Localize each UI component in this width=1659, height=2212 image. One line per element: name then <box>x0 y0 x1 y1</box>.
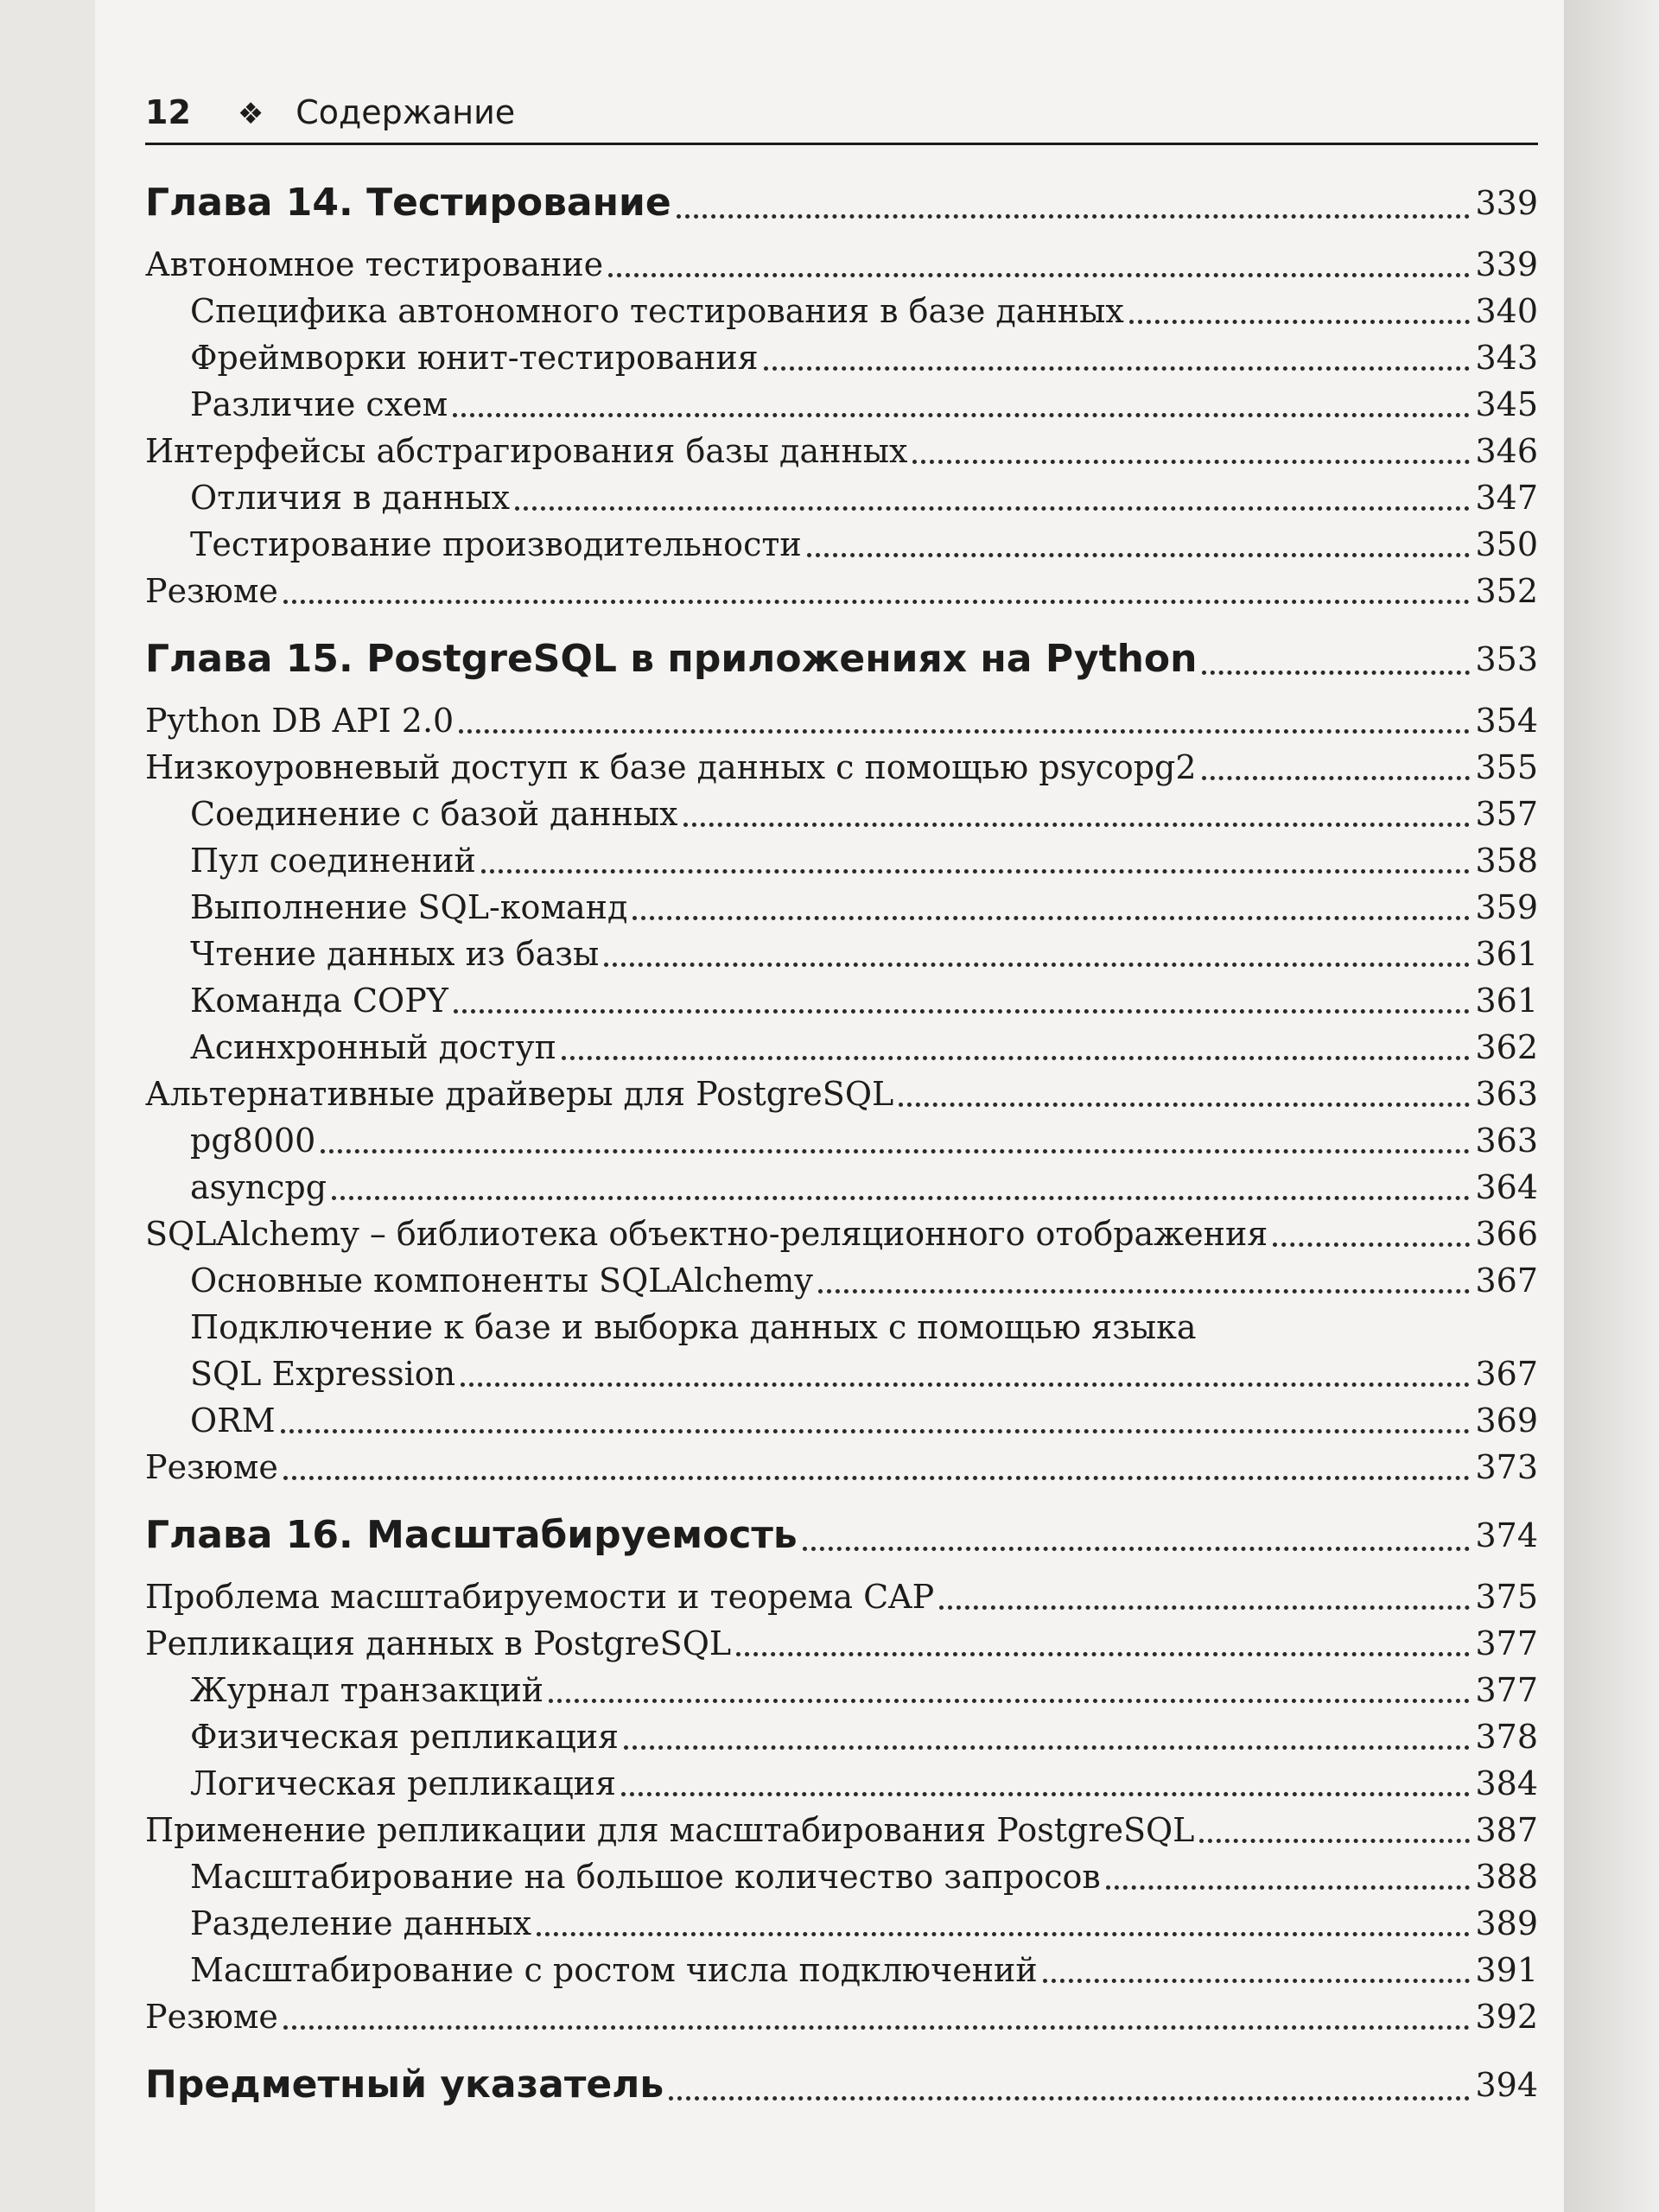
toc-entry-title: Различие схем <box>190 385 448 423</box>
toc-page-number: 364 <box>1475 1168 1538 1206</box>
toc-page-number: 363 <box>1475 1122 1538 1160</box>
toc-entry-title: Альтернативные драйверы для PostgreSQL <box>145 1075 894 1113</box>
toc-entry[interactable] <box>145 381 1538 428</box>
toc-entry[interactable] <box>145 521 1538 568</box>
toc-chapter[interactable] <box>145 177 1538 229</box>
toc-entry-title: Низкоуровневый доступ к базе данных с помощью psycopg2 <box>145 748 1197 786</box>
toc-entry[interactable] <box>145 1667 1538 1713</box>
toc-page-number: 392 <box>1475 1998 1538 2036</box>
toc-page-number: 357 <box>1475 795 1538 833</box>
toc-entry-title: Выполнение SQL-команд <box>190 888 628 926</box>
toc-page-number: 352 <box>1475 572 1538 610</box>
toc-entry-title: Резюме <box>145 572 278 610</box>
toc-page-number: 361 <box>1475 982 1538 1020</box>
toc-entry[interactable] <box>145 1304 1538 1351</box>
toc-page-number: 387 <box>1475 1811 1538 1849</box>
dot-leader <box>764 366 1471 371</box>
toc-entry[interactable] <box>145 334 1538 381</box>
toc-entry-title: Тестирование производительности <box>190 525 802 563</box>
toc-entry[interactable] <box>145 1853 1538 1900</box>
chapter-spacer <box>145 229 1538 241</box>
dot-leader <box>807 553 1471 557</box>
toc-chapter[interactable] <box>145 633 1538 685</box>
toc-page-number: 384 <box>1475 1764 1538 1802</box>
dot-leader <box>454 1009 1471 1014</box>
dot-leader <box>515 506 1470 511</box>
toc-entry[interactable] <box>145 1024 1538 1071</box>
dot-leader <box>677 214 1471 219</box>
toc-entry-title: Глава 15. PostgreSQL в приложениях на Python <box>145 637 1198 681</box>
toc-entry-title: Резюме <box>145 1998 278 2036</box>
dot-leader <box>481 869 1471 874</box>
toc-entry[interactable] <box>145 1760 1538 1807</box>
toc-entry-title: Отличия в данных <box>190 479 510 517</box>
dot-leader <box>1106 1885 1471 1890</box>
toc-chapter[interactable] <box>145 2059 1538 2111</box>
toc-entry-title: Журнал транзакций <box>190 1671 544 1709</box>
dot-leader <box>818 1289 1471 1294</box>
dot-leader <box>1273 1243 1470 1247</box>
dot-leader <box>283 1476 1471 1480</box>
toc-entry-title: Подключение к базе и выборка данных с помощью языка <box>190 1308 1197 1346</box>
page-number: 12 <box>145 93 191 131</box>
toc-page-number: 369 <box>1475 1402 1538 1440</box>
toc-page-number: 355 <box>1475 748 1538 786</box>
toc-page-number: 353 <box>1475 640 1538 678</box>
toc-entry-title: Резюме <box>145 1448 278 1486</box>
toc-entry[interactable] <box>145 1164 1538 1211</box>
toc-entry-title: Разделение данных <box>190 1904 532 1942</box>
dot-leader <box>461 1382 1470 1387</box>
toc-entry-title: Репликация данных в PostgreSQL <box>145 1624 732 1662</box>
toc-entry[interactable] <box>145 1351 1538 1397</box>
toc-entry-title: Пул соединений <box>190 842 476 880</box>
toc-entry-title: Логическая репликация <box>190 1764 616 1802</box>
toc-page-number: 359 <box>1475 888 1538 926</box>
toc-page-number: 354 <box>1475 702 1538 740</box>
dot-leader <box>549 1699 1470 1703</box>
toc-page-number: 339 <box>1475 184 1538 222</box>
dot-leader <box>1202 671 1470 675</box>
toc-entry-title: Соединение с базой данных <box>190 795 678 833</box>
dot-leader <box>283 2025 1471 2030</box>
toc-page-number: 361 <box>1475 935 1538 973</box>
toc-page-number: 394 <box>1475 2066 1538 2104</box>
toc-page-number: 374 <box>1475 1516 1538 1554</box>
dot-leader <box>1043 1979 1471 1983</box>
dot-leader <box>453 413 1470 417</box>
toc-page-number: 345 <box>1475 385 1538 423</box>
dot-leader <box>537 1932 1470 1936</box>
dot-leader <box>283 600 1471 604</box>
table-of-contents <box>145 177 1538 2123</box>
toc-entry-title: Интерфейсы абстрагирования базы данных <box>145 432 908 470</box>
toc-entry[interactable] <box>145 1397 1538 1444</box>
toc-entry[interactable] <box>145 931 1538 977</box>
chapter-spacer <box>145 685 1538 697</box>
toc-entry[interactable] <box>145 1620 1538 1667</box>
toc-entry-title: Глава 16. Масштабируемость <box>145 1513 798 1557</box>
toc-entry-title: SQL Expression <box>190 1355 456 1393</box>
toc-page-number: 377 <box>1475 1671 1538 1709</box>
toc-entry[interactable] <box>145 697 1538 744</box>
page-edge <box>1564 0 1659 2212</box>
toc-page-number: 378 <box>1475 1718 1538 1756</box>
dot-leader <box>1202 776 1471 780</box>
toc-entry-title: asyncpg <box>190 1168 327 1206</box>
toc-page-number: 362 <box>1475 1028 1538 1066</box>
toc-page-number: 375 <box>1475 1578 1538 1616</box>
fleuron-icon: ❖ <box>237 97 264 131</box>
toc-page-number: 367 <box>1475 1262 1538 1300</box>
toc-page-number: 377 <box>1475 1624 1538 1662</box>
toc-entry[interactable] <box>145 428 1538 474</box>
chapter-gap <box>145 2040 1538 2059</box>
dot-leader <box>624 1745 1470 1750</box>
running-header <box>145 82 1538 145</box>
dot-leader <box>669 2096 1470 2101</box>
toc-entry-title: Предметный указатель <box>145 2063 664 2107</box>
toc-entry-title: pg8000 <box>190 1122 316 1160</box>
toc-entry-title: Глава 14. Тестирование <box>145 181 671 225</box>
toc-page-number: 347 <box>1475 479 1538 517</box>
toc-page-number: 373 <box>1475 1448 1538 1486</box>
toc-entry[interactable] <box>145 474 1538 521</box>
toc-entry[interactable] <box>145 241 1538 288</box>
toc-entry[interactable] <box>145 791 1538 837</box>
toc-page-number: 367 <box>1475 1355 1538 1393</box>
toc-page-number: 388 <box>1475 1858 1538 1896</box>
toc-page-number: 340 <box>1475 292 1538 330</box>
toc-entry-title: Чтение данных из базы <box>190 935 600 973</box>
dot-leader <box>1129 320 1471 324</box>
dot-leader <box>459 729 1470 734</box>
toc-entry[interactable] <box>145 1117 1538 1164</box>
toc-entry-title: Специфика автономного тестирования в базе данных <box>190 292 1124 330</box>
toc-page-number: 389 <box>1475 1904 1538 1942</box>
toc-page-number: 350 <box>1475 525 1538 563</box>
dot-leader <box>321 1149 1470 1154</box>
chapter-spacer <box>145 1561 1538 1573</box>
dot-leader <box>939 1605 1470 1610</box>
toc-entry[interactable] <box>145 1900 1538 1947</box>
dot-leader <box>621 1792 1471 1796</box>
dot-leader <box>281 1429 1471 1433</box>
header-title: Содержание <box>296 93 516 131</box>
toc-entry-title: Автономное тестирование <box>145 245 604 283</box>
toc-entry[interactable] <box>145 1713 1538 1760</box>
dot-leader <box>803 1547 1471 1551</box>
dot-leader <box>562 1056 1471 1060</box>
toc-page-number: 391 <box>1475 1951 1538 1989</box>
toc-entry[interactable] <box>145 837 1538 884</box>
toc-entry-title: Фреймворки юнит-тестирования <box>190 339 759 377</box>
toc-entry[interactable] <box>145 744 1538 791</box>
toc-page-number: 363 <box>1475 1075 1538 1113</box>
toc-page-number: 358 <box>1475 842 1538 880</box>
chapter-gap <box>145 1491 1538 1510</box>
dot-leader <box>912 460 1470 464</box>
toc-entry[interactable] <box>145 1993 1538 2040</box>
toc-page-number: 339 <box>1475 245 1538 283</box>
toc-entry[interactable] <box>145 288 1538 334</box>
dot-leader <box>1199 1839 1470 1843</box>
dot-leader <box>608 273 1470 277</box>
toc-page-number: 366 <box>1475 1215 1538 1253</box>
dot-leader <box>736 1652 1470 1656</box>
toc-entry-title: Проблема масштабируемости и теорема CAP <box>145 1578 935 1616</box>
toc-entry[interactable] <box>145 884 1538 931</box>
toc-entry-title: SQLAlchemy – библиотека объектно-реляционного отображения <box>145 1215 1268 1253</box>
toc-entry-title: Асинхронный доступ <box>190 1028 556 1066</box>
toc-page-number: 343 <box>1475 339 1538 377</box>
dot-leader <box>899 1103 1470 1107</box>
chapter-gap <box>145 614 1538 633</box>
dot-leader <box>683 823 1471 827</box>
toc-entry[interactable] <box>145 1444 1538 1491</box>
toc-entry[interactable] <box>145 568 1538 614</box>
toc-entry[interactable] <box>145 1071 1538 1117</box>
toc-entry-title: Применение репликации для масштабирования PostgreSQL <box>145 1811 1195 1849</box>
toc-entry-title: Масштабирование с ростом числа подключений <box>190 1951 1038 1989</box>
toc-entry-title: Физическая репликация <box>190 1718 620 1756</box>
toc-page-number: 346 <box>1475 432 1538 470</box>
toc-entry-title: Python DB API 2.0 <box>145 702 454 740</box>
toc-entry-title: ORM <box>190 1402 276 1440</box>
toc-chapter[interactable] <box>145 1510 1538 1561</box>
dot-leader <box>332 1196 1470 1200</box>
chapter-spacer <box>145 2111 1538 2123</box>
toc-entry[interactable] <box>145 1807 1538 1853</box>
toc-entry-title: Команда COPY <box>190 982 448 1020</box>
toc-entry[interactable] <box>145 1947 1538 1993</box>
toc-entry[interactable] <box>145 1211 1538 1257</box>
toc-entry-title: Основные компоненты SQLAlchemy <box>190 1262 813 1300</box>
toc-entry[interactable] <box>145 1257 1538 1304</box>
toc-entry-title: Масштабирование на большое количество запросов <box>190 1858 1101 1896</box>
toc-entry[interactable] <box>145 977 1538 1024</box>
dot-leader <box>632 916 1470 920</box>
toc-entry[interactable] <box>145 1573 1538 1620</box>
dot-leader <box>604 963 1470 967</box>
